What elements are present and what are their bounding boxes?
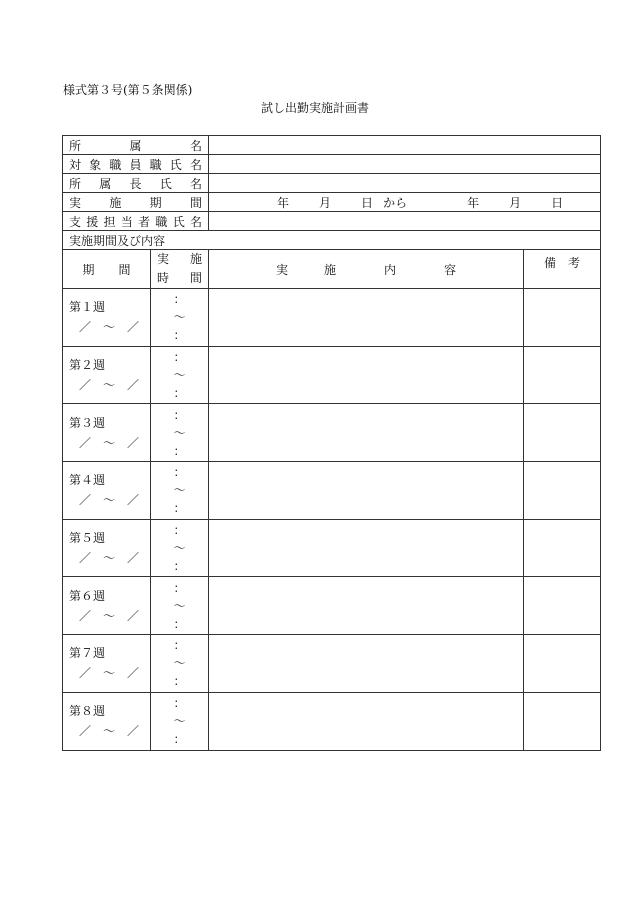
info-label (63, 136, 209, 155)
label-char: 名 (189, 214, 202, 229)
label-char: 対 (69, 157, 82, 172)
week-date-range: ／ ～ ／ (79, 378, 140, 393)
week-time-cell[interactable] (151, 404, 209, 462)
time-mark: ： (173, 407, 186, 422)
time-mark: ～ (173, 483, 186, 498)
label-char: 時 (157, 271, 170, 285)
time-mark: ～ (173, 656, 186, 671)
week-notes-cell[interactable] (524, 692, 601, 750)
week-date-range: ／ ～ ／ (79, 666, 140, 681)
week-label: 第６週 (69, 588, 106, 603)
week-date-range: ／ ～ ／ (79, 493, 140, 508)
date-part-m1: 月 (319, 195, 332, 210)
label-char: 当 (120, 214, 133, 229)
info-row (63, 155, 601, 174)
week-notes-cell[interactable] (524, 519, 601, 577)
week-period-cell[interactable] (63, 404, 151, 462)
label-char: 職 (109, 157, 122, 172)
label-char: 者 (138, 214, 151, 229)
time-mark: ： (173, 674, 186, 689)
week-label: 第４週 (69, 473, 106, 488)
label-char: 員 (129, 157, 142, 172)
label-char: 氏 (169, 157, 182, 172)
info-value-field[interactable] (209, 193, 601, 212)
plan-form-table (62, 135, 601, 751)
info-row (63, 193, 601, 212)
week-notes-cell[interactable] (524, 346, 601, 404)
time-mark: ： (173, 580, 186, 595)
week-period-cell[interactable] (63, 346, 151, 404)
week-content-cell[interactable] (209, 289, 524, 347)
info-label-chars (63, 156, 208, 173)
week-label: 第３週 (69, 415, 106, 430)
time-mark: ： (173, 443, 186, 458)
column-header-row (63, 250, 601, 289)
week-content-cell[interactable] (209, 346, 524, 404)
label-char: 施 (109, 195, 122, 210)
week-notes-cell[interactable] (524, 289, 601, 347)
week-content-cell[interactable] (209, 462, 524, 520)
time-mark: ： (173, 386, 186, 401)
label-char: 長 (129, 176, 142, 191)
info-label-chars (63, 213, 208, 230)
week-row (63, 692, 601, 750)
label-char: 間 (190, 271, 203, 285)
info-value-field[interactable] (209, 136, 601, 155)
label-char: 職 (149, 157, 162, 172)
week-date-range: ／ ～ ／ (79, 608, 140, 623)
week-label: 第２週 (69, 358, 106, 373)
week-notes-cell[interactable] (524, 635, 601, 693)
form-number: 様式第３号(第５条関係) (63, 83, 193, 97)
section-row (63, 231, 601, 250)
info-label-chars (63, 137, 208, 154)
time-mark: ： (173, 292, 186, 307)
time-mark: ： (173, 501, 186, 516)
time-mark: ： (173, 523, 186, 538)
document-title: 試し出勤実施計画書 (260, 101, 369, 115)
notes-header: 備 考 (524, 250, 601, 289)
week-notes-cell[interactable] (524, 577, 601, 635)
week-period-cell[interactable] (63, 577, 151, 635)
label-char: 属 (99, 176, 112, 191)
week-content-cell[interactable] (209, 692, 524, 750)
time-mark: ： (173, 465, 186, 480)
week-time-cell[interactable] (151, 519, 209, 577)
time-header-bottom (151, 269, 208, 288)
time-mark: ～ (173, 714, 186, 729)
info-row (63, 174, 601, 193)
label-char: 施 (190, 252, 203, 266)
time-mark: ～ (173, 368, 186, 383)
week-label: 第７週 (69, 646, 106, 661)
label-char: 名 (189, 157, 202, 172)
week-row (63, 289, 601, 347)
time-mark: ： (173, 616, 186, 631)
label-char: 所 (69, 176, 82, 191)
week-row (63, 462, 601, 520)
form-body (63, 136, 601, 751)
date-part-d1: 日 (361, 195, 374, 210)
time-mark: ： (173, 350, 186, 365)
week-label: 第８週 (69, 704, 106, 719)
date-part-d2: 日 (551, 195, 564, 210)
week-notes-cell[interactable] (524, 404, 601, 462)
label-char: 実 (157, 252, 170, 266)
time-mark: ： (173, 328, 186, 343)
info-value-field[interactable] (209, 155, 601, 174)
label-char: 担 (103, 214, 116, 229)
info-label-chars (63, 175, 208, 192)
week-content-cell[interactable] (209, 519, 524, 577)
info-label-chars (63, 194, 208, 211)
week-date-range: ／ ～ ／ (79, 551, 140, 566)
label-char: 間 (189, 195, 202, 210)
week-time-cell[interactable] (151, 289, 209, 347)
time-mark: ： (173, 638, 186, 653)
time-mark: ～ (173, 310, 186, 325)
week-content-cell[interactable] (209, 404, 524, 462)
time-mark: ： (173, 559, 186, 574)
info-row (63, 136, 601, 155)
week-time-cell[interactable] (151, 635, 209, 693)
label-char: 属 (129, 138, 142, 153)
week-period-cell[interactable] (63, 635, 151, 693)
label-char: 名 (190, 138, 203, 153)
week-period-cell[interactable] (63, 692, 151, 750)
date-part-y1: 年 (277, 195, 290, 210)
week-row (63, 635, 601, 693)
info-row (63, 212, 601, 231)
week-time-cell[interactable] (151, 346, 209, 404)
label-char: 名 (190, 176, 203, 191)
section-label: 実施期間及び内容 (63, 231, 601, 250)
week-period-cell[interactable] (63, 462, 151, 520)
label-char: 氏 (159, 176, 172, 191)
period-header: 期 間 (63, 250, 151, 289)
week-time-cell[interactable] (151, 577, 209, 635)
label-char: 支 (69, 214, 82, 229)
label-char: 氏 (172, 214, 185, 229)
week-time-cell[interactable] (151, 692, 209, 750)
week-period-cell[interactable] (63, 519, 151, 577)
week-content-cell[interactable] (209, 577, 524, 635)
info-label (63, 212, 209, 231)
time-mark: ： (173, 732, 186, 747)
info-label (63, 155, 209, 174)
info-label (63, 193, 209, 212)
week-content-cell[interactable] (209, 635, 524, 693)
content-header: 実 施 内 容 (209, 250, 524, 289)
week-time-cell[interactable] (151, 462, 209, 520)
date-part-y2: 年 (467, 195, 480, 210)
time-mark: ～ (173, 425, 186, 440)
time-header (151, 250, 209, 289)
info-value-field[interactable] (209, 174, 601, 193)
label-char: 職 (155, 214, 168, 229)
week-date-range: ／ ～ ／ (79, 435, 140, 450)
week-row (63, 346, 601, 404)
week-row (63, 404, 601, 462)
time-mark: ～ (173, 598, 186, 613)
week-row (63, 577, 601, 635)
week-date-range: ／ ～ ／ (79, 320, 140, 335)
label-char: 期 (149, 195, 162, 210)
time-mark: ： (173, 696, 186, 711)
info-label (63, 174, 209, 193)
week-period-cell[interactable] (63, 289, 151, 347)
week-row (63, 519, 601, 577)
time-header-top (151, 250, 208, 269)
label-char: 援 (86, 214, 99, 229)
week-date-range: ／ ～ ／ (79, 724, 140, 739)
label-char: 所 (69, 138, 82, 153)
label-char: 象 (89, 157, 102, 172)
date-part-from: から (383, 195, 408, 210)
time-mark: ～ (173, 541, 186, 556)
info-value-field[interactable] (209, 212, 601, 231)
label-char: 実 (69, 195, 82, 210)
date-part-m2: 月 (509, 195, 522, 210)
week-label: 第５週 (69, 531, 106, 546)
week-label: 第１週 (69, 300, 106, 315)
week-notes-cell[interactable] (524, 462, 601, 520)
